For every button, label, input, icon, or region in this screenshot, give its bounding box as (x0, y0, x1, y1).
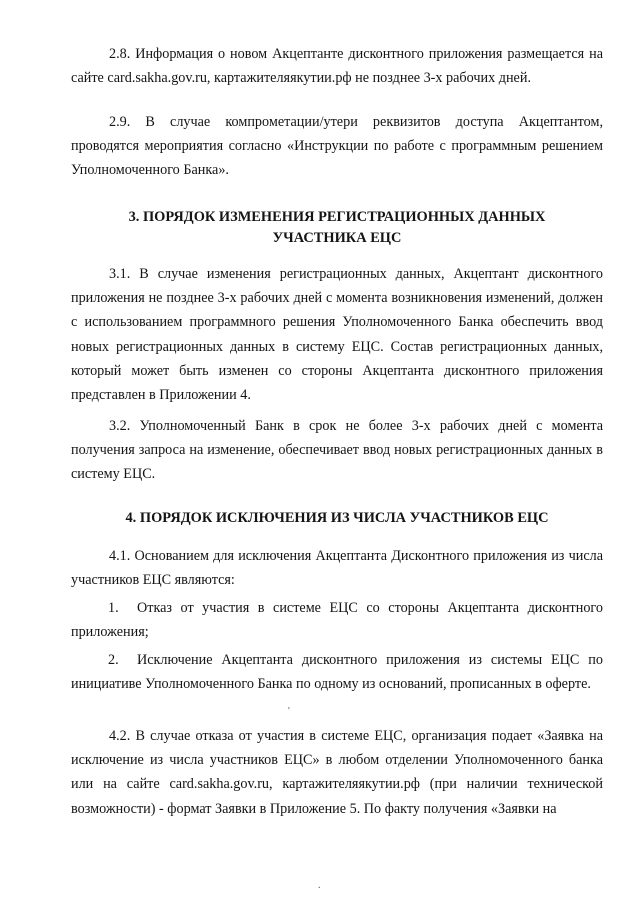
list-item-2 (71, 648, 603, 696)
scan-speck: . (318, 880, 321, 891)
section-3-heading-line-1: 3. ПОРЯДОК ИЗМЕНЕНИЯ РЕГИСТРАЦИОННЫХ ДАННЫХ (128, 209, 546, 225)
paragraph-2-8: 2.8. Информация о новом Акцептанте дисконтного приложения размещается на сайте card.sakha.gov.ru, картажителяякутии.рф не позднее 3-х рабочих дней. (71, 46, 603, 87)
section-3-heading-line-2: УЧАСТНИКА ЕЦС (272, 230, 402, 246)
paragraph-4-1: 4.1. Основанием для исключения Акцептанта Дисконтного приложения из числа участников ЕЦС являются: (71, 548, 603, 589)
paragraph-2-9: 2.9. В случае компрометации/утери реквизитов доступа Акцептантом, проводятся мероприятия согласно «Инструкции по работе с программным решением Уполномоченного Банка». (71, 114, 603, 179)
list-item-text: Отказ от участия в системе ЕЦС со стороны Акцептанта дисконтного приложения; (71, 600, 603, 641)
section-4-heading: 4. ПОРЯДОК ИСКЛЮЧЕНИЯ ИЗ ЧИСЛА УЧАСТНИКОВ ЕЦС (125, 510, 549, 526)
list-item-1 (71, 596, 603, 644)
list-item-number: 2. (108, 652, 119, 668)
scan-speck: ' (288, 706, 290, 717)
paragraph-3-2: 3.2. Уполномоченный Банк в срок не более 3-х рабочих дней с момента получения запроса на изменение, обеспечивает ввод новых регистрационных данных в систему ЕЦС. (71, 418, 603, 483)
list-item-text: Исключение Акцептанта дисконтного приложения из системы ЕЦС по инициативе Уполномоченного Банка по одному из оснований, прописанных в оферте. (71, 652, 603, 693)
section-3-heading (71, 207, 603, 249)
list-item-number: 1. (108, 600, 119, 616)
paragraph-3-1: 3.1. В случае изменения регистрационных данных, Акцептант дисконтного приложения не позднее 3-х рабочих дней с момента возникновения изменений, должен с использованием программного решения Уполномоченного Банка обеспечить ввод новых регистрационных данных в систему ЕЦС. Состав регистрационных данных, который может быть изменен со стороны Акцептанта дисконтного приложения представлен в Приложении 4. (71, 266, 603, 404)
paragraph-4-2: 4.2. В случае отказа от участия в системе ЕЦС, организация подает «Заявка на исключение из числа участников ЕЦС» в любом отделении Уполномоченного банка или на сайте card.sakha.gov.ru, картажителяякутии.рф (при наличии технической возможности) - формат Заявки в Приложение 5. По факту получения «Заявки на (71, 728, 603, 817)
